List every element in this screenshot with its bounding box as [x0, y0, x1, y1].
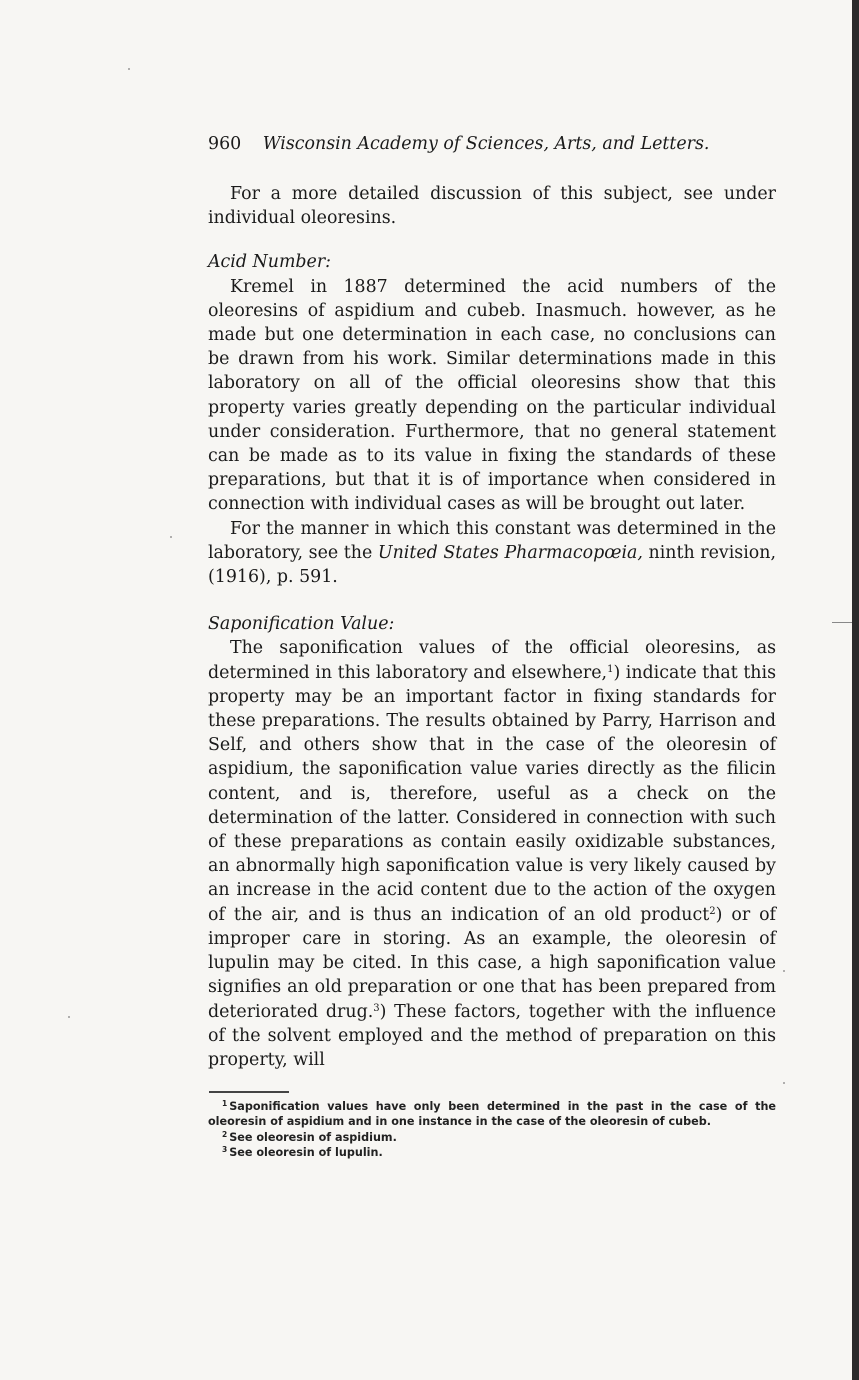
footnote-1	[208, 1099, 776, 1130]
scan-speck	[68, 1016, 70, 1018]
footnote-marker: 1	[222, 1098, 228, 1108]
footnote-text: See oleoresin of aspidium.	[229, 1130, 397, 1144]
sapon-text-1: The saponification values of the official oleoresins, as determined in this laboratory and elsewhere,	[208, 638, 776, 683]
sapon-text-3: ) or of improper care in storing. As an example, the oleoresin of lupulin may be cited. In this case, a high saponification value signifies an old preparation or one that has been prepared from deteriorated drug.	[208, 904, 776, 1022]
acid-number-paragraph-1: Kremel in 1887 determined the acid numbers of the oleoresins of aspidium and cubeb. Inasmuch. however, as he made but one determination in each case, no conclusions can be drawn from his work. Similar determinations made in this laboratory on all of the official oleoresins show that this property varies greatly depending on the particular individual under consideration. Furthermore, that no general statement can be made as to its value in fixing the standards of these preparations, but that it is of importance when considered in connection with individual cases as will be brought out later.	[208, 276, 776, 515]
footnote-rule	[209, 1091, 289, 1093]
acid-number-heading: Acid Number:	[208, 252, 332, 273]
footnote-text: See oleoresin of lupulin.	[229, 1146, 383, 1160]
pharmacopoeia-title: United States Pharmacopœia,	[377, 542, 643, 563]
footnote-ref-1: 1	[607, 663, 614, 675]
footnote-marker: 2	[222, 1129, 228, 1139]
scan-speck	[783, 1082, 785, 1084]
para2-text-before: For the manner in which this constant was determined in the laboratory, see the	[208, 518, 776, 563]
footnote-text: Saponification values have only been determined in the past in the case of the oleoresin of aspidium and in one instance in the case of the oleoresin of cubeb.	[208, 1099, 776, 1129]
footnote-3	[208, 1145, 776, 1161]
sapon-text-4: ) These factors, together with the influence of the solvent employed and the method of preparation on this property, will	[208, 1001, 776, 1070]
footnote-ref-2: 2	[709, 905, 716, 917]
acid-number-paragraph-2	[208, 517, 776, 590]
page-number: 960	[208, 134, 242, 154]
footnote-2	[208, 1130, 776, 1146]
para2-text-after: ninth revision, (1916), p. 591.	[208, 542, 776, 588]
intro-paragraph: For a more detailed discussion of this subject, see under individual oleoresins.	[208, 184, 776, 229]
scan-speck	[783, 970, 785, 972]
sapon-text-2: ) indicate that this property may be an important factor in fixing standards for these preparations. The results obtained by Parry, Harrison and Self, and others show that in the case of the oleoresin of aspidium, the saponification value varies directly as the filicin content, and is, therefore, useful as a check on the determination of the latter. Considered in connection with such of these preparations as contain easily oxidizable substances, an abnormally high saponification value is very likely caused by an increase in the acid content due to the action of the oxygen of the air, and is thus an indication of an old product	[208, 662, 776, 925]
footnote-ref-3: 3	[373, 1002, 380, 1014]
scan-edge-mark	[832, 622, 852, 623]
page-content	[208, 131, 776, 1161]
running-head	[208, 131, 776, 157]
footnote-marker: 3	[222, 1145, 228, 1155]
saponification-heading: Saponification Value:	[208, 614, 395, 635]
saponification-paragraph	[208, 636, 776, 1072]
scan-edge-shadow	[852, 0, 859, 1380]
scan-speck	[170, 536, 172, 538]
journal-title: Wisconsin Academy of Sciences, Arts, and Letters.	[262, 134, 710, 154]
scan-speck	[128, 68, 130, 70]
footnotes	[208, 1099, 776, 1161]
